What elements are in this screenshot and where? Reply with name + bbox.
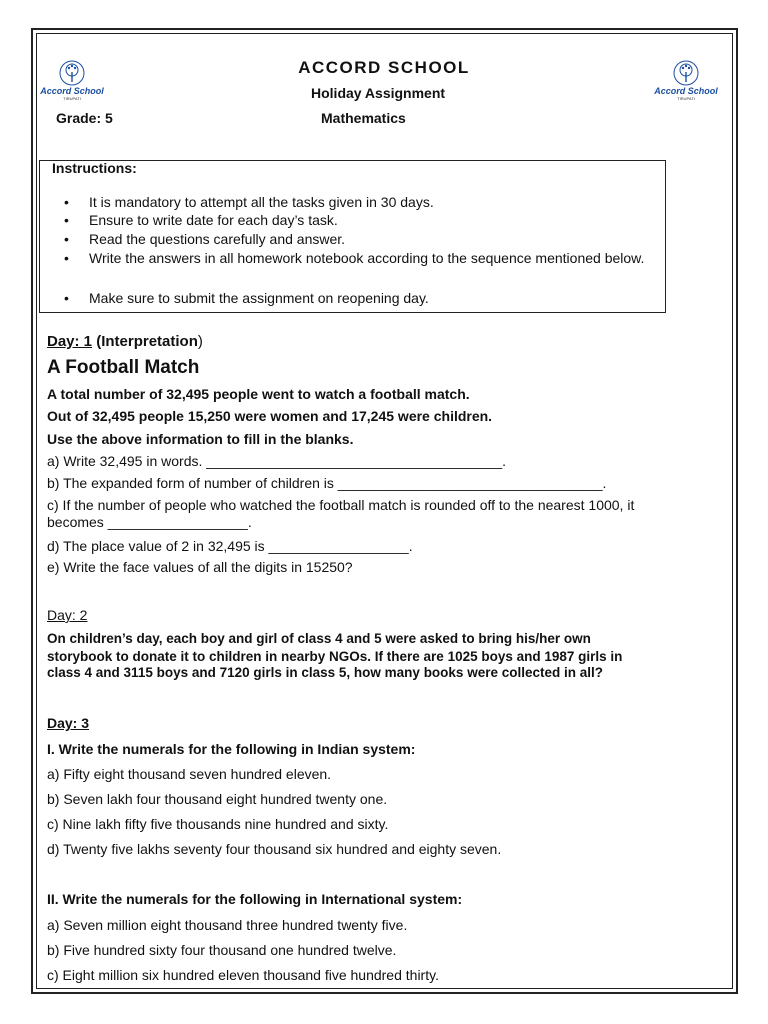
day1-header: Day: 1 (Interpretation): [47, 333, 203, 350]
logo-name: Accord School: [40, 86, 104, 96]
list-item: b) Five hundred sixty four thousand one hundred twelve.: [47, 942, 397, 958]
question-e: e) Write the face values of all the digits in 15250?: [47, 559, 353, 575]
list-item: a) Seven million eight thousand three hundred twenty five.: [47, 917, 408, 933]
list-item: a) Fifty eight thousand seven hundred eleven.: [47, 766, 332, 782]
day1-para: Use the above information to fill in the blanks.: [47, 431, 354, 447]
assignment-title: Holiday Assignment: [311, 85, 446, 101]
day2-line: storybook to donate it to children in nearby NGOs. If there are 1025 boys and 1987 girls in: [47, 649, 623, 664]
question-b: b) The expanded form of number of children is __________________________________.: [47, 475, 607, 491]
day1-topic: Interpretation: [101, 333, 198, 350]
list-item: d) Twenty five lakhs seventy four thousand six hundred and eighty seven.: [47, 841, 502, 857]
logo-name: Accord School: [654, 86, 718, 96]
day1-label: Day: 1: [47, 333, 93, 350]
day1-para: A total number of 32,495 people went to watch a football match.: [47, 386, 470, 402]
section-heading: II. Write the numerals for the following in International system:: [47, 891, 463, 907]
subject-label: Mathematics: [321, 110, 406, 126]
day2-label: Day: 2: [47, 607, 88, 623]
section-heading: I. Write the numerals for the following in Indian system:: [47, 741, 416, 757]
question-c-line2: becomes __________________.: [47, 514, 252, 530]
day2-line: class 4 and 3115 boys and 7120 girls in class 5, how many books were collected in all?: [47, 665, 603, 680]
list-item: c) Nine lakh fifty five thousands nine hundred and sixty.: [47, 816, 389, 832]
day1-para: Out of 32,495 people 15,250 were women and 17,245 were children.: [47, 408, 493, 424]
question-a: a) Write 32,495 in words. ______________________________________.: [47, 453, 507, 469]
logo-city: TIRUPATI: [677, 96, 695, 101]
day3-label: Day: 3: [47, 715, 90, 731]
logo-city: TIRUPATI: [63, 96, 81, 101]
school-name: ACCORD SCHOOL: [298, 58, 470, 77]
list-item: b) Seven lakh four thousand eight hundred twenty one.: [47, 791, 388, 807]
list-item: c) Eight million six hundred eleven thousand five hundred thirty.: [47, 967, 439, 983]
day2-line: On children’s day, each boy and girl of class 4 and 5 were asked to bring his/her own: [47, 631, 591, 646]
instructions-title: Instructions:: [52, 160, 137, 176]
day1-heading: A Football Match: [47, 357, 200, 378]
grade-label: Grade: 5: [56, 110, 113, 126]
question-d: d) The place value of 2 in 32,495 is __________________.: [47, 538, 413, 554]
question-c-line1: c) If the number of people who watched the football match is rounded off to the nearest 1000, it: [47, 497, 635, 513]
